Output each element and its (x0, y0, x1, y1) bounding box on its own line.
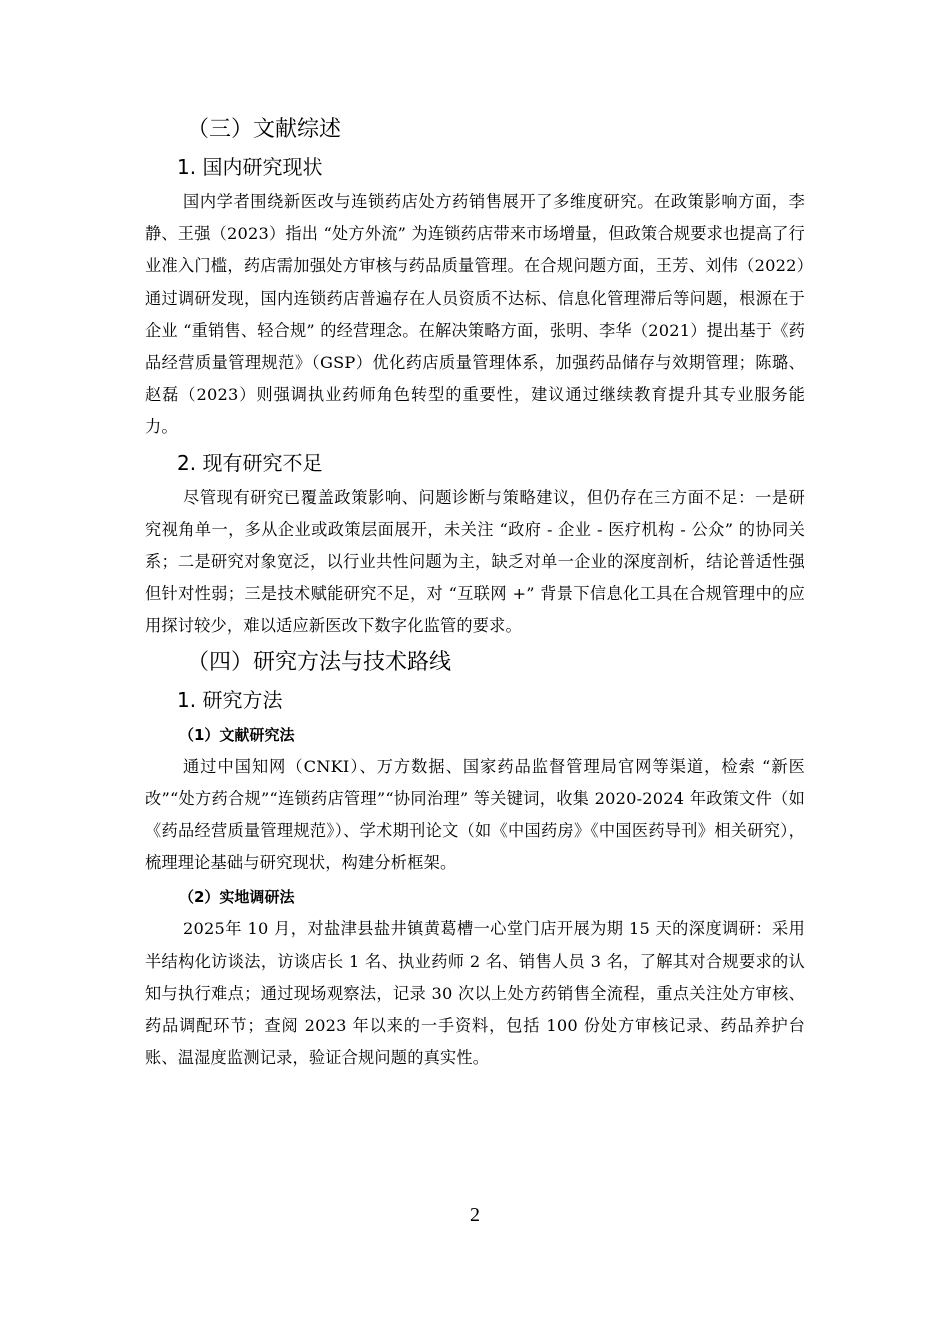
subheading-field-method: （2）实地调研法 (179, 888, 295, 907)
section-heading-methods: （四）研究方法与技术路线 (187, 649, 452, 675)
subheading-research-gaps: 2. 现有研究不足 (177, 450, 323, 475)
subheading-domestic-research: 1. 国内研究现状 (177, 155, 323, 179)
subheading-research-methods: 1. 研究方法 (177, 687, 283, 712)
paragraph-domestic-research: 国内学者围绕新医改与连锁药店处方药销售展开了多维度研究。在政策影响方面，李静、王强（2023）指出 “处方外流” 为连锁药店带来市场增量，但政策合规要求也提高了行业准入门槛，药店需加强处方审核与药品质量管理。在合规问题方面，王芳、刘伟（2022）通过调研发现，国内连锁药店普遍存在人员资质不达标、信息化管理滞后等问题，根源在于企业 “重销售、轻合规” 的经营理念。在解决策略方面，张明、李华（2021）提出基于《药品经营质量管理规范》（GSP）优化药店质量管理体系，加强药品储存与效期管理；陈璐、赵磊（2023）则强调执业药师角色转型的重要性，建议通过继续教育提升其专业服务能力。 (145, 192, 805, 437)
subheading-literature-method: （1）文献研究法 (179, 725, 295, 744)
page-number: 2 (470, 1204, 480, 1226)
paragraph-research-gaps: 尽管现有研究已覆盖政策影响、问题诊断与策略建议，但仍存在三方面不足：一是研究视角单一，多从企业或政策层面展开，未关注 “政府 - 企业 - 医疗机构 - 公众” 的协同关系；二是研究对象宽泛，以行业共性问题为主，缺乏对单一企业的深度剖析，结论普适性强但针对性弱；三是技术赋能研究不足，对 “互联网 +” 背景下信息化工具在合规管理中的应用探讨较少，难以适应新医改下数字化监管的要求。 (145, 487, 805, 636)
paragraph-literature-method: 通过中国知网（CNKI）、万方数据、国家药品监督管理局官网等渠道，检索 “新医改”“处方药合规”“连锁药店管理”“协同治理” 等关键词，收集 2020-2024 年政策文件（如《药品经营质量管理规范》）、学术期刊论文（如《中国药房》《中国医药导刊》相关研究），梳理理论基础与研究现状，构建分析框架。 (145, 756, 805, 873)
section-heading-literature-review: （三）文献综述 (187, 117, 342, 142)
page-content (145, 112, 805, 1076)
paragraph-field-method: 2025年 10 月，对盐津县盐井镇黄葛槽一心堂门店开展为期 15 天的深度调研：采用半结构化访谈法，访谈店长 1 名、执业药师 2 名、销售人员 3 名，了解其对合规要求的认知与执行难点；通过现场观察法，记录 30 次以上处方药销售全流程，重点关注处方审核、药品调配环节；查阅 2023 年以来的一手资料，包括 100 份处方审核记录、药品养护台账、温湿度监测记录，验证合规问题的真实性。 (145, 919, 805, 1068)
